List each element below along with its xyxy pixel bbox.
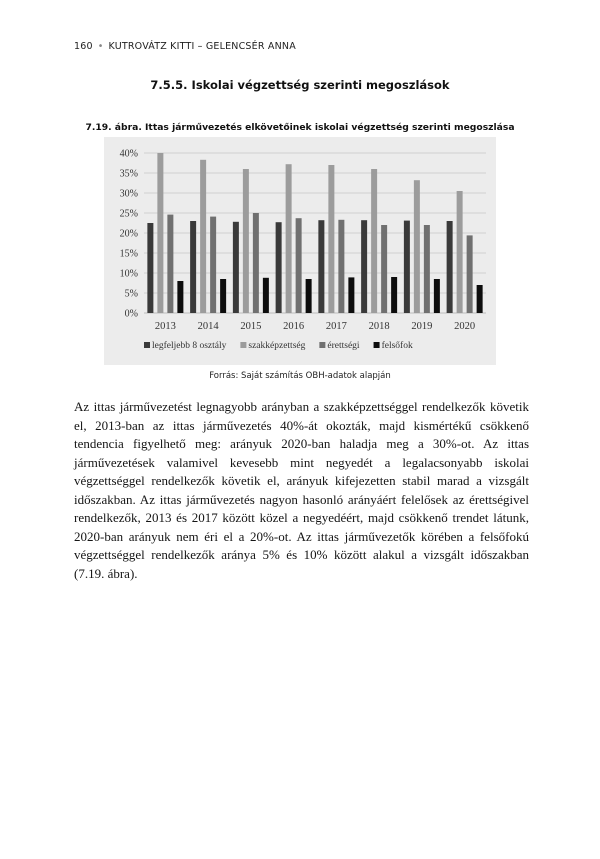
bar-érettségi-2020 [467,235,473,313]
legend-label: szakképzettség [248,341,306,351]
bar-szakképzettség-2015 [243,169,249,313]
y-tick-label: 5% [124,288,138,300]
source-note: Forrás: Saját számítás OBH-adatok alapján [209,371,391,381]
bar-legfeljebb-8-osztály-2016 [276,222,282,313]
bar-legfeljebb-8-osztály-2015 [233,222,239,313]
header-authors: KUTROVÁTZ KITTI – GELENCSÉR ANNA [108,41,296,52]
bar-szakképzettség-2019 [414,180,420,313]
bar-felsőfok-2016 [306,279,312,313]
bar-felsőfok-2019 [434,279,440,313]
legend-swatch [374,342,380,348]
x-tick-label: 2020 [454,321,476,332]
y-tick-label: 30% [119,188,138,200]
x-tick-label: 2016 [283,321,305,332]
bar-felsőfok-2017 [348,277,354,313]
bar-legfeljebb-8-osztály-2018 [361,220,367,313]
x-tick-label: 2019 [411,321,433,332]
y-tick-label: 10% [119,268,138,280]
bar-legfeljebb-8-osztály-2017 [318,220,324,313]
chart-area [104,137,496,365]
y-tick-label: 0% [124,308,138,320]
bar-érettségi-2015 [253,213,259,313]
x-tick-label: 2015 [240,321,262,332]
bar-legfeljebb-8-osztály-2020 [447,221,453,313]
y-tick-label: 20% [119,228,138,240]
legend-label: legfeljebb 8 osztály [152,341,227,351]
section-title: 7.5.5. Iskolai végzettség szerinti megoszlások [150,78,450,92]
bar-érettségi-2019 [424,225,430,313]
bar-legfeljebb-8-osztály-2013 [147,223,153,313]
legend-swatch [144,342,150,348]
bar-szakképzettség-2016 [286,164,292,313]
bar-érettségi-2017 [338,220,344,313]
bar-szakképzettség-2013 [157,153,163,313]
y-tick-label: 35% [119,168,138,180]
legend-swatch [240,342,246,348]
bar-felsőfok-2013 [177,281,183,313]
bar-felsőfok-2018 [391,277,397,313]
legend-label: felsőfok [381,341,413,351]
y-tick-label: 25% [119,208,138,220]
legend-label: érettségi [327,341,360,351]
bar-érettségi-2016 [296,218,302,313]
legend-swatch [319,342,325,348]
bar-érettségi-2013 [167,215,173,313]
figure-caption: 7.19. ábra. Ittas járművezetés elkövetőinek iskolai végzettség szerinti megoszlása [85,122,515,133]
y-tick-label: 15% [119,248,138,260]
header-separator: • [97,41,104,52]
x-tick-label: 2018 [368,321,390,332]
bar-felsőfok-2014 [220,279,226,313]
bar-szakképzettség-2020 [457,191,463,313]
bar-szakképzettség-2014 [200,160,206,313]
body-paragraph: Az ittas járművezetést legnagyobb arányban a szakképzettséggel rendelkezők követik el, 2013-ban az ittas járművezetés 40%-át okozták, majd kismértékű csökkenő tendencia figyelhető meg: arányuk 2020-ban haladja meg a 30%-ot. Az ittas járművezetések valamivel kevesebb mint negyedét a legalacsonyabb iskolai végzettséggel rendelkezők követik el, arányuk kifejezetten stabil marad a vizsgált időszakban. Az ittas járművezetés nagyon hasonló arányáért felelősek az érettségivel rendelkezők, 2013 és 2017 között közel a negyedéért, majd csökkenő trendet látunk, 2020-ban arányuk nem éri el a 20%-ot. Az ittas járművezetők körében a felsőfokú végzettséggel rendelkezők aránya 5% és 10% között alakul a vizsgált időszakban (7.19. ábra). [74,399,529,581]
running-head [74,41,296,52]
bar-legfeljebb-8-osztály-2014 [190,221,196,313]
y-tick-label: 40% [119,148,138,160]
bar-szakképzettség-2018 [371,169,377,313]
bar-felsőfok-2015 [263,278,269,313]
bar-szakképzettség-2017 [328,165,334,313]
page-number: 160 [74,41,93,52]
x-tick-label: 2014 [197,321,219,332]
bar-érettségi-2018 [381,225,387,313]
x-tick-label: 2017 [325,321,347,332]
bar-legfeljebb-8-osztály-2019 [404,221,410,313]
x-tick-label: 2013 [154,321,176,332]
bar-felsőfok-2020 [477,285,483,313]
bar-chart [104,137,496,365]
bar-érettségi-2014 [210,217,216,313]
